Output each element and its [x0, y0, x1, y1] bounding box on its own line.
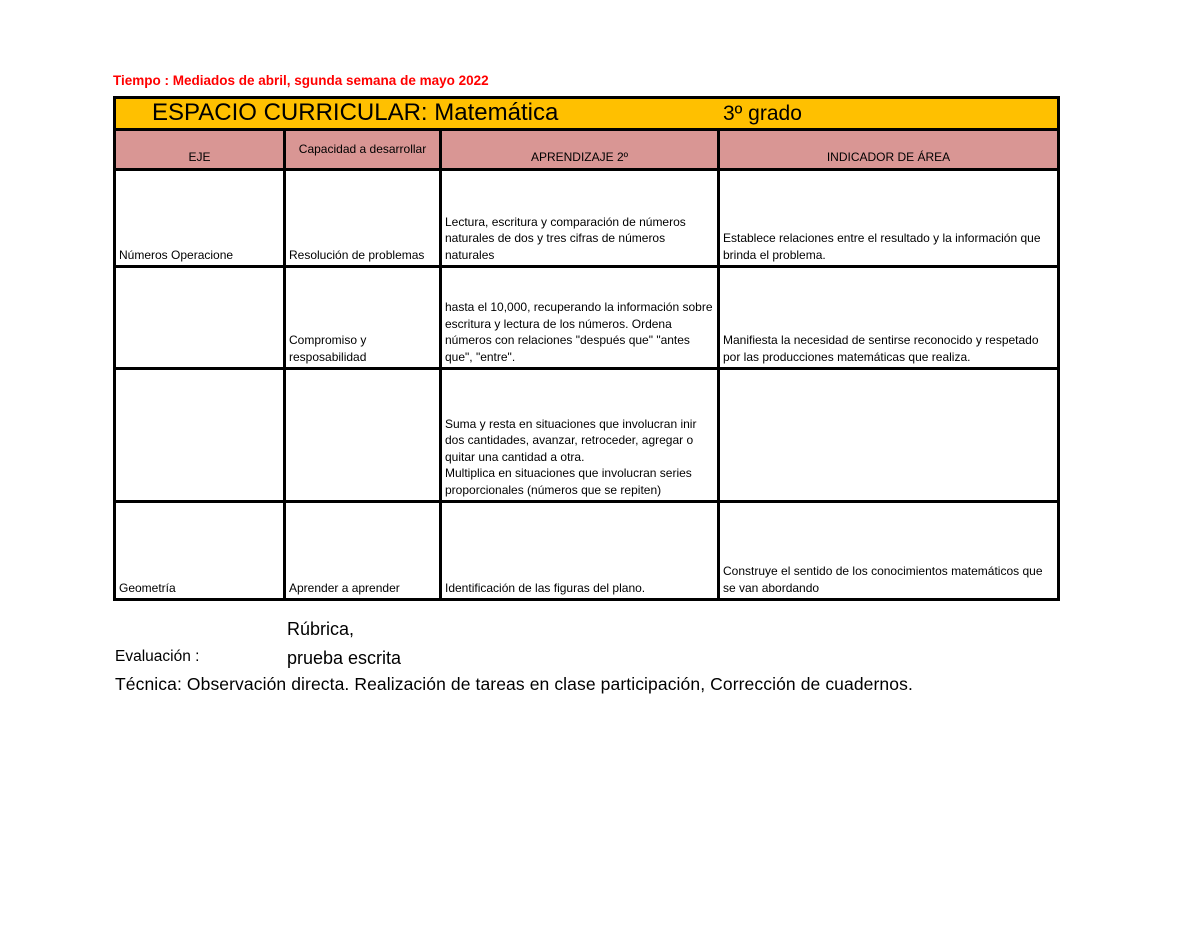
header-cell-indicador: INDICADOR DE ÁREA [719, 130, 1059, 170]
cell-aprendizaje: Suma y resta en situaciones que involucran inir dos cantidades, avanzar, retroceder, agregar o quitar una cantidad a otra. Multiplica en situaciones que involucran series proporcionales (números que se repiten) [441, 369, 719, 502]
cell-indicador: Construye el sentido de los conocimientos matemáticos que se van abordando [719, 502, 1059, 600]
table-row [115, 267, 1059, 369]
cell-eje: Geometría [115, 502, 285, 600]
table-row [115, 170, 1059, 267]
evaluacion-value [287, 615, 401, 673]
table-title-row [115, 98, 1059, 130]
cell-eje [115, 369, 285, 502]
evaluacion-value-line2: prueba escrita [287, 648, 402, 668]
table-row [115, 369, 1059, 502]
cell-aprendizaje: hasta el 10,000, recuperando la información sobre escritura y lectura de los números. Ordena números con relaciones "después que" "antes que", "entre". [441, 267, 719, 369]
table-title-cell [115, 98, 1059, 130]
curriculum-table [113, 96, 1060, 601]
cell-capacidad: Aprender a aprender [285, 502, 441, 600]
tiempo-line: Tiempo : Mediados de abril, sgunda semana de mayo 2022 [113, 73, 489, 88]
cell-capacidad [285, 369, 441, 502]
evaluacion-label: Evaluación : [115, 648, 200, 665]
table-header-row [115, 130, 1059, 170]
cell-eje: Números Operacione [115, 170, 285, 267]
grade-label: 3º grado [723, 102, 802, 125]
table-row [115, 502, 1059, 600]
header-cell-eje: EJE [115, 130, 285, 170]
cell-indicador: Manifiesta la necesidad de sentirse reconocido y respetado por las producciones matemáticas que realiza. [719, 267, 1059, 369]
cell-eje [115, 267, 285, 369]
evaluacion-value-line1: Rúbrica, [287, 619, 355, 639]
header-cell-aprendizaje: APRENDIZAJE 2º [441, 130, 719, 170]
header-cell-capacidad: Capacidad a desarrollar [285, 130, 441, 170]
cell-aprendizaje: Identificación de las figuras del plano. [441, 502, 719, 600]
tecnica-line: Técnica: Observación directa. Realización de tareas en clase participación, Corrección de cuadernos. [115, 674, 913, 694]
cell-capacidad: Compromiso y resposabilidad [285, 267, 441, 369]
cell-capacidad: Resolución de problemas [285, 170, 441, 267]
cell-indicador: Establece relaciones entre el resultado y la información que brinda el problema. [719, 170, 1059, 267]
espacio-curricular-title: ESPACIO CURRICULAR: Matemática [152, 99, 559, 126]
cell-indicador [719, 369, 1059, 502]
cell-aprendizaje: Lectura, escritura y comparación de números naturales de dos y tres cifras de números naturales [441, 170, 719, 267]
